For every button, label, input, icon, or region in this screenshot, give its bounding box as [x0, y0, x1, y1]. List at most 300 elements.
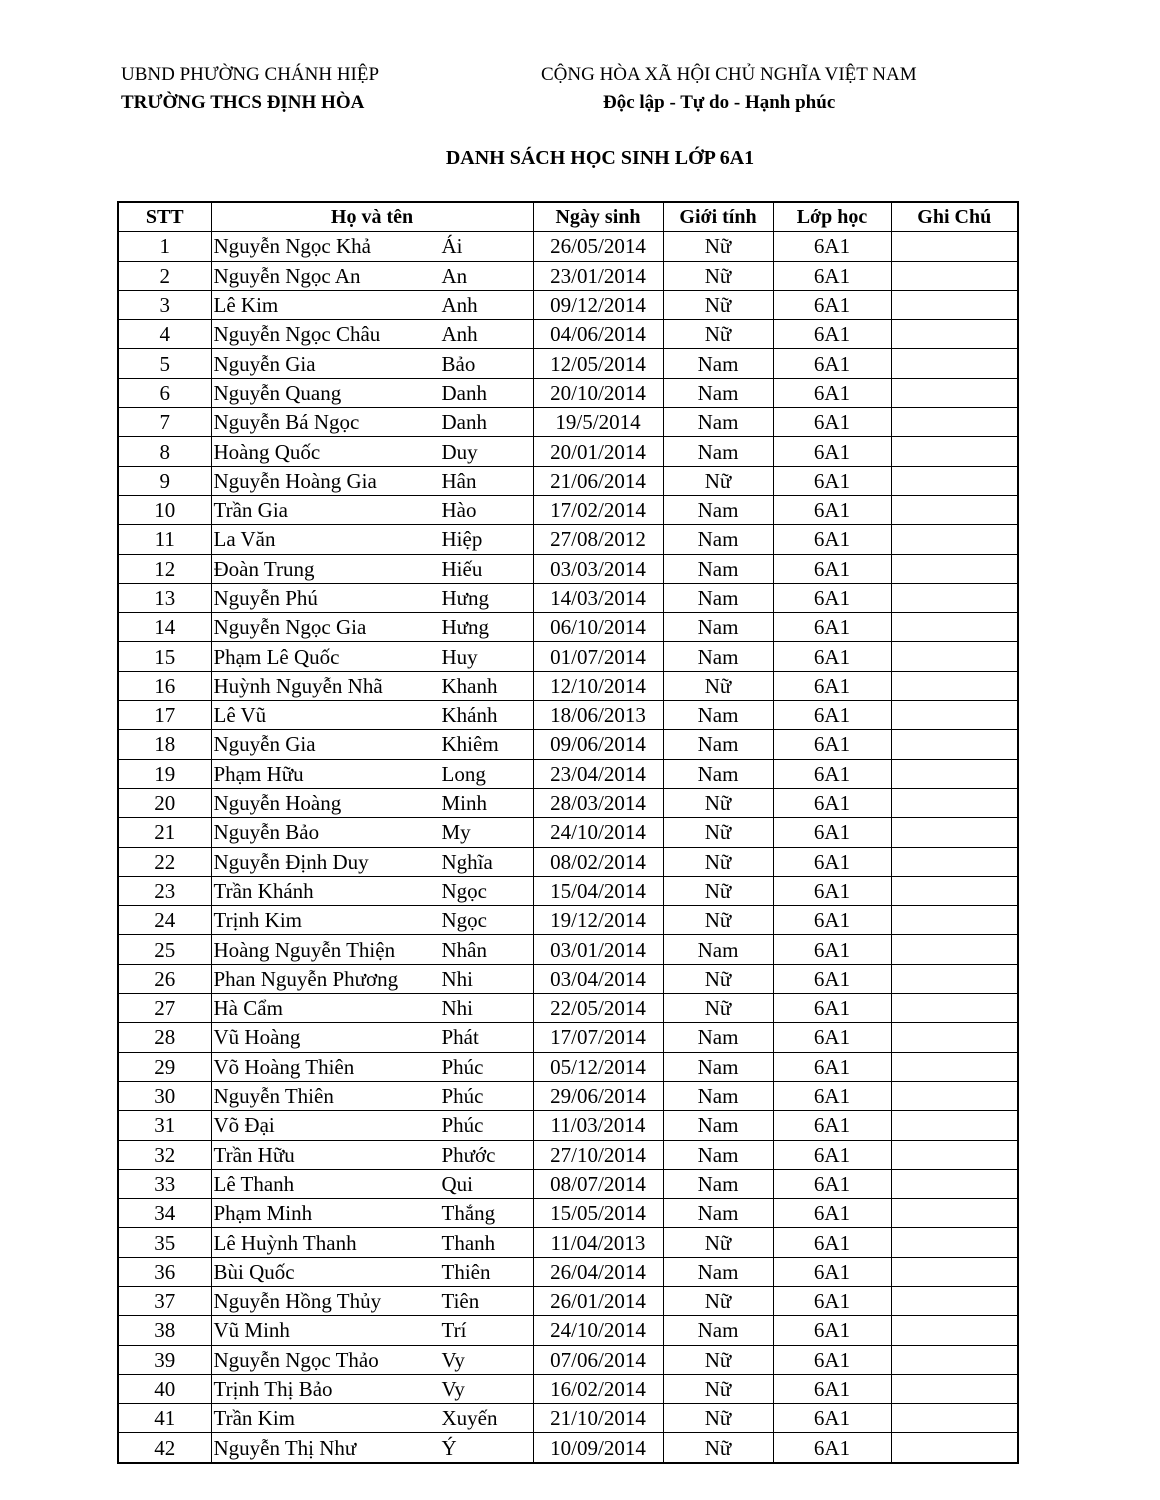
column-header-class: Lớp học [773, 202, 891, 232]
row-stt: 36 [118, 1257, 211, 1286]
row-note [891, 320, 1018, 349]
row-note [891, 759, 1018, 788]
row-first-name: Hưng [441, 615, 490, 640]
row-gender: Nam [663, 495, 773, 524]
table-row [118, 437, 1018, 466]
row-note [891, 1199, 1018, 1228]
row-full-name [211, 730, 533, 759]
table-row [118, 1140, 1018, 1169]
row-dob: 03/03/2014 [533, 554, 663, 583]
row-class: 6A1 [773, 261, 891, 290]
row-gender: Nữ [663, 320, 773, 349]
row-stt: 20 [118, 788, 211, 817]
row-first-name: Huy [441, 644, 478, 669]
row-last-name: Lê Huỳnh Thanh [213, 1230, 357, 1255]
row-first-name: Phúc [441, 1113, 484, 1138]
row-dob: 27/08/2012 [533, 525, 663, 554]
row-full-name [211, 701, 533, 730]
column-header-gender: Giới tính [663, 202, 773, 232]
row-dob: 28/03/2014 [533, 788, 663, 817]
row-first-name: Danh [441, 380, 487, 405]
row-note [891, 788, 1018, 817]
row-stt: 35 [118, 1228, 211, 1257]
row-dob: 10/09/2014 [533, 1433, 663, 1463]
row-last-name: Nguyễn Thiên [213, 1084, 334, 1109]
row-dob: 07/06/2014 [533, 1345, 663, 1374]
row-stt: 19 [118, 759, 211, 788]
row-dob: 24/10/2014 [533, 818, 663, 847]
table-row [118, 1169, 1018, 1198]
row-gender: Nữ [663, 466, 773, 495]
row-note [891, 1023, 1018, 1052]
row-full-name [211, 1140, 533, 1169]
row-first-name: Phúc [441, 1084, 484, 1109]
row-class: 6A1 [773, 671, 891, 700]
row-dob: 09/12/2014 [533, 290, 663, 319]
row-note [891, 876, 1018, 905]
row-class: 6A1 [773, 437, 891, 466]
row-last-name: Trần Gia [213, 498, 288, 523]
row-full-name [211, 994, 533, 1023]
row-last-name: Nguyễn Hồng Thủy [213, 1289, 382, 1314]
student-table [117, 201, 1019, 1464]
row-class: 6A1 [773, 466, 891, 495]
row-last-name: Trịnh Kim [213, 908, 303, 933]
row-full-name [211, 554, 533, 583]
table-row [118, 495, 1018, 524]
row-dob: 22/05/2014 [533, 994, 663, 1023]
table-row [118, 232, 1018, 261]
row-note [891, 290, 1018, 319]
row-note [891, 613, 1018, 642]
row-full-name [211, 935, 533, 964]
row-full-name [211, 1111, 533, 1140]
row-dob: 18/06/2013 [533, 701, 663, 730]
table-row [118, 788, 1018, 817]
row-first-name: Khiêm [441, 732, 499, 757]
table-row [118, 818, 1018, 847]
table-row [118, 935, 1018, 964]
table-row [118, 1433, 1018, 1463]
row-stt: 18 [118, 730, 211, 759]
table-row [118, 701, 1018, 730]
row-full-name [211, 583, 533, 612]
row-class: 6A1 [773, 1052, 891, 1081]
row-gender: Nam [663, 1169, 773, 1198]
row-gender: Nữ [663, 1404, 773, 1433]
row-stt: 33 [118, 1169, 211, 1198]
row-gender: Nam [663, 1140, 773, 1169]
row-first-name: Vy [441, 1377, 465, 1402]
document-title: DANH SÁCH HỌC SINH LỚP 6A1 [445, 147, 755, 169]
row-note [891, 349, 1018, 378]
row-first-name: Xuyến [441, 1406, 498, 1431]
row-gender: Nữ [663, 994, 773, 1023]
table-row [118, 876, 1018, 905]
row-gender: Nam [663, 642, 773, 671]
table-row [118, 964, 1018, 993]
table-row [118, 759, 1018, 788]
row-dob: 21/06/2014 [533, 466, 663, 495]
row-gender: Nam [663, 1111, 773, 1140]
column-header-note: Ghi Chú [891, 202, 1018, 232]
row-gender: Nam [663, 701, 773, 730]
table-row [118, 378, 1018, 407]
row-full-name [211, 349, 533, 378]
row-full-name [211, 320, 533, 349]
table-row [118, 1111, 1018, 1140]
row-class: 6A1 [773, 847, 891, 876]
row-first-name: Thiên [441, 1259, 491, 1284]
row-first-name: Ý [441, 1435, 457, 1460]
table-row [118, 320, 1018, 349]
row-dob: 26/05/2014 [533, 232, 663, 261]
row-first-name: Anh [441, 322, 478, 347]
row-stt: 39 [118, 1345, 211, 1374]
row-dob: 03/01/2014 [533, 935, 663, 964]
row-note [891, 1316, 1018, 1345]
row-full-name [211, 1199, 533, 1228]
row-stt: 29 [118, 1052, 211, 1081]
row-last-name: Trần Kim [213, 1406, 295, 1431]
row-full-name [211, 847, 533, 876]
row-class: 6A1 [773, 378, 891, 407]
table-row [118, 1052, 1018, 1081]
row-class: 6A1 [773, 408, 891, 437]
row-dob: 20/01/2014 [533, 437, 663, 466]
row-first-name: Nghĩa [441, 849, 493, 874]
row-class: 6A1 [773, 642, 891, 671]
row-stt: 24 [118, 906, 211, 935]
row-gender: Nữ [663, 1286, 773, 1315]
row-gender: Nam [663, 1199, 773, 1228]
row-dob: 19/12/2014 [533, 906, 663, 935]
row-first-name: Ái [441, 234, 463, 259]
row-first-name: Hiếu [441, 556, 483, 581]
row-class: 6A1 [773, 613, 891, 642]
row-full-name [211, 613, 533, 642]
row-class: 6A1 [773, 818, 891, 847]
row-first-name: My [441, 820, 471, 845]
row-stt: 25 [118, 935, 211, 964]
row-last-name: Nguyễn Ngọc Thảo [213, 1347, 379, 1372]
table-row [118, 261, 1018, 290]
table-row [118, 847, 1018, 876]
row-note [891, 642, 1018, 671]
row-class: 6A1 [773, 583, 891, 612]
row-full-name [211, 290, 533, 319]
row-note [891, 495, 1018, 524]
row-stt: 22 [118, 847, 211, 876]
row-full-name [211, 437, 533, 466]
row-dob: 09/06/2014 [533, 730, 663, 759]
row-class: 6A1 [773, 788, 891, 817]
row-first-name: Nhi [441, 966, 473, 991]
row-note [891, 671, 1018, 700]
row-dob: 08/02/2014 [533, 847, 663, 876]
row-class: 6A1 [773, 876, 891, 905]
row-stt: 15 [118, 642, 211, 671]
row-last-name: Nguyễn Gia [213, 732, 316, 757]
row-dob: 04/06/2014 [533, 320, 663, 349]
row-last-name: Phạm Hữu [213, 761, 304, 786]
row-stt: 6 [118, 378, 211, 407]
row-last-name: Bùi Quốc [213, 1259, 295, 1284]
table-row [118, 613, 1018, 642]
row-class: 6A1 [773, 1316, 891, 1345]
row-stt: 28 [118, 1023, 211, 1052]
row-note [891, 1286, 1018, 1315]
row-stt: 10 [118, 495, 211, 524]
row-gender: Nữ [663, 1345, 773, 1374]
row-dob: 15/05/2014 [533, 1199, 663, 1228]
row-last-name: Lê Thanh [213, 1171, 295, 1196]
school-name: TRƯỜNG THCS ĐỊNH HÒA [121, 92, 365, 113]
row-stt: 1 [118, 232, 211, 261]
row-note [891, 408, 1018, 437]
row-full-name [211, 1081, 533, 1110]
row-last-name: Nguyễn Hoàng Gia [213, 468, 377, 493]
row-last-name: Hoàng Nguyễn Thiện [213, 937, 396, 962]
row-first-name: Nhi [441, 996, 473, 1021]
table-row [118, 1023, 1018, 1052]
row-last-name: Nguyễn Bảo [213, 820, 320, 845]
row-last-name: Lê Vũ [213, 703, 267, 728]
row-first-name: Minh [441, 791, 488, 816]
row-first-name: Phước [441, 1142, 496, 1167]
row-stt: 17 [118, 701, 211, 730]
table-row [118, 1286, 1018, 1315]
row-stt: 38 [118, 1316, 211, 1345]
row-last-name: Nguyễn Ngọc An [213, 263, 361, 288]
row-gender: Nữ [663, 788, 773, 817]
row-note [891, 1433, 1018, 1463]
row-gender: Nam [663, 1023, 773, 1052]
row-dob: 17/07/2014 [533, 1023, 663, 1052]
row-first-name: Hiệp [441, 527, 483, 552]
row-class: 6A1 [773, 525, 891, 554]
row-full-name [211, 1257, 533, 1286]
row-stt: 34 [118, 1199, 211, 1228]
row-full-name [211, 964, 533, 993]
table-row [118, 583, 1018, 612]
row-class: 6A1 [773, 320, 891, 349]
row-class: 6A1 [773, 1111, 891, 1140]
row-full-name [211, 261, 533, 290]
row-gender: Nam [663, 525, 773, 554]
row-first-name: Thanh [441, 1230, 496, 1255]
row-stt: 26 [118, 964, 211, 993]
row-last-name: Phạm Minh [213, 1201, 313, 1226]
row-stt: 32 [118, 1140, 211, 1169]
row-first-name: Hân [441, 468, 477, 493]
table-row [118, 349, 1018, 378]
row-note [891, 232, 1018, 261]
row-last-name: Nguyễn Ngọc Gia [213, 615, 367, 640]
row-stt: 41 [118, 1404, 211, 1433]
table-row [118, 466, 1018, 495]
row-last-name: Nguyễn Định Duy [213, 849, 369, 874]
row-last-name: Trịnh Thị Bảo [213, 1377, 333, 1402]
row-full-name [211, 495, 533, 524]
table-row [118, 1316, 1018, 1345]
table-row [118, 1081, 1018, 1110]
row-gender: Nữ [663, 847, 773, 876]
row-class: 6A1 [773, 1257, 891, 1286]
table-row [118, 1404, 1018, 1433]
row-stt: 40 [118, 1374, 211, 1403]
table-row [118, 1199, 1018, 1228]
row-first-name: Qui [441, 1171, 473, 1196]
table-row [118, 1374, 1018, 1403]
row-dob: 15/04/2014 [533, 876, 663, 905]
row-class: 6A1 [773, 554, 891, 583]
row-last-name: La Văn [213, 527, 276, 552]
row-full-name [211, 759, 533, 788]
row-stt: 27 [118, 994, 211, 1023]
row-first-name: Long [441, 761, 486, 786]
row-last-name: Nguyễn Phú [213, 586, 318, 610]
row-last-name: Huỳnh Nguyễn Nhã [213, 673, 383, 698]
row-note [891, 1345, 1018, 1374]
row-gender: Nữ [663, 1433, 773, 1463]
row-class: 6A1 [773, 1345, 891, 1374]
row-full-name [211, 408, 533, 437]
row-note [891, 994, 1018, 1023]
row-last-name: Lê Kim [213, 293, 279, 318]
row-gender: Nam [663, 583, 773, 612]
row-stt: 31 [118, 1111, 211, 1140]
row-first-name: Bảo [441, 351, 476, 376]
row-class: 6A1 [773, 1081, 891, 1110]
row-class: 6A1 [773, 730, 891, 759]
row-dob: 24/10/2014 [533, 1316, 663, 1345]
row-class: 6A1 [773, 1433, 891, 1463]
row-last-name: Võ Đại [213, 1113, 275, 1138]
row-note [891, 818, 1018, 847]
row-dob: 21/10/2014 [533, 1404, 663, 1433]
row-full-name [211, 1286, 533, 1315]
row-gender: Nữ [663, 232, 773, 261]
row-last-name: Vũ Hoàng [213, 1025, 301, 1050]
row-first-name: Thắng [441, 1201, 496, 1226]
row-dob: 05/12/2014 [533, 1052, 663, 1081]
row-note [891, 261, 1018, 290]
row-note [891, 437, 1018, 466]
row-first-name: Danh [441, 410, 487, 435]
row-dob: 20/10/2014 [533, 378, 663, 407]
row-dob: 11/03/2014 [533, 1111, 663, 1140]
row-gender: Nam [663, 349, 773, 378]
row-note [891, 935, 1018, 964]
table-row [118, 642, 1018, 671]
row-first-name: Phúc [441, 1054, 484, 1079]
row-note [891, 1111, 1018, 1140]
national-motto: Độc lập - Tự do - Hạnh phúc [603, 92, 836, 113]
table-row [118, 1345, 1018, 1374]
row-full-name [211, 1052, 533, 1081]
row-dob: 23/01/2014 [533, 261, 663, 290]
row-stt: 30 [118, 1081, 211, 1110]
row-full-name [211, 1228, 533, 1257]
row-class: 6A1 [773, 232, 891, 261]
table-row [118, 671, 1018, 700]
row-class: 6A1 [773, 906, 891, 935]
row-stt: 8 [118, 437, 211, 466]
row-dob: 01/07/2014 [533, 642, 663, 671]
row-gender: Nam [663, 378, 773, 407]
row-class: 6A1 [773, 759, 891, 788]
row-full-name [211, 1316, 533, 1345]
row-first-name: Phát [441, 1025, 479, 1050]
row-gender: Nữ [663, 964, 773, 993]
row-full-name [211, 671, 533, 700]
row-class: 6A1 [773, 1023, 891, 1052]
row-note [891, 378, 1018, 407]
row-dob: 06/10/2014 [533, 613, 663, 642]
row-dob: 12/05/2014 [533, 349, 663, 378]
row-gender: Nam [663, 1052, 773, 1081]
row-stt: 13 [118, 583, 211, 612]
row-note [891, 1052, 1018, 1081]
row-gender: Nam [663, 759, 773, 788]
row-note [891, 701, 1018, 730]
row-dob: 08/07/2014 [533, 1169, 663, 1198]
row-note [891, 1169, 1018, 1198]
row-first-name: Nhân [441, 937, 487, 962]
row-full-name [211, 1169, 533, 1198]
table-row [118, 408, 1018, 437]
row-stt: 23 [118, 876, 211, 905]
row-full-name [211, 818, 533, 847]
row-dob: 03/04/2014 [533, 964, 663, 993]
row-full-name [211, 1433, 533, 1463]
row-first-name: An [441, 263, 468, 288]
row-class: 6A1 [773, 1286, 891, 1315]
row-last-name: Nguyễn Quang [213, 380, 342, 405]
row-note [891, 1257, 1018, 1286]
row-stt: 11 [118, 525, 211, 554]
row-class: 6A1 [773, 290, 891, 319]
row-dob: 12/10/2014 [533, 671, 663, 700]
table-row [118, 290, 1018, 319]
row-last-name: Trần Khánh [213, 878, 314, 903]
row-full-name [211, 1345, 533, 1374]
table-row [118, 994, 1018, 1023]
row-stt: 12 [118, 554, 211, 583]
row-note [891, 906, 1018, 935]
row-gender: Nam [663, 1257, 773, 1286]
row-dob: 14/03/2014 [533, 583, 663, 612]
row-first-name: Hưng [441, 586, 490, 610]
row-class: 6A1 [773, 1140, 891, 1169]
row-class: 6A1 [773, 349, 891, 378]
table-row [118, 906, 1018, 935]
row-first-name: Duy [441, 439, 478, 464]
row-full-name [211, 232, 533, 261]
row-stt: 5 [118, 349, 211, 378]
row-class: 6A1 [773, 701, 891, 730]
row-stt: 2 [118, 261, 211, 290]
row-gender: Nữ [663, 671, 773, 700]
row-note [891, 1081, 1018, 1110]
row-note [891, 730, 1018, 759]
column-header-dob: Ngày sinh [533, 202, 663, 232]
row-stt: 16 [118, 671, 211, 700]
row-stt: 42 [118, 1433, 211, 1463]
row-first-name: Khanh [441, 673, 498, 698]
row-last-name: Phan Nguyễn Phương [213, 966, 399, 991]
